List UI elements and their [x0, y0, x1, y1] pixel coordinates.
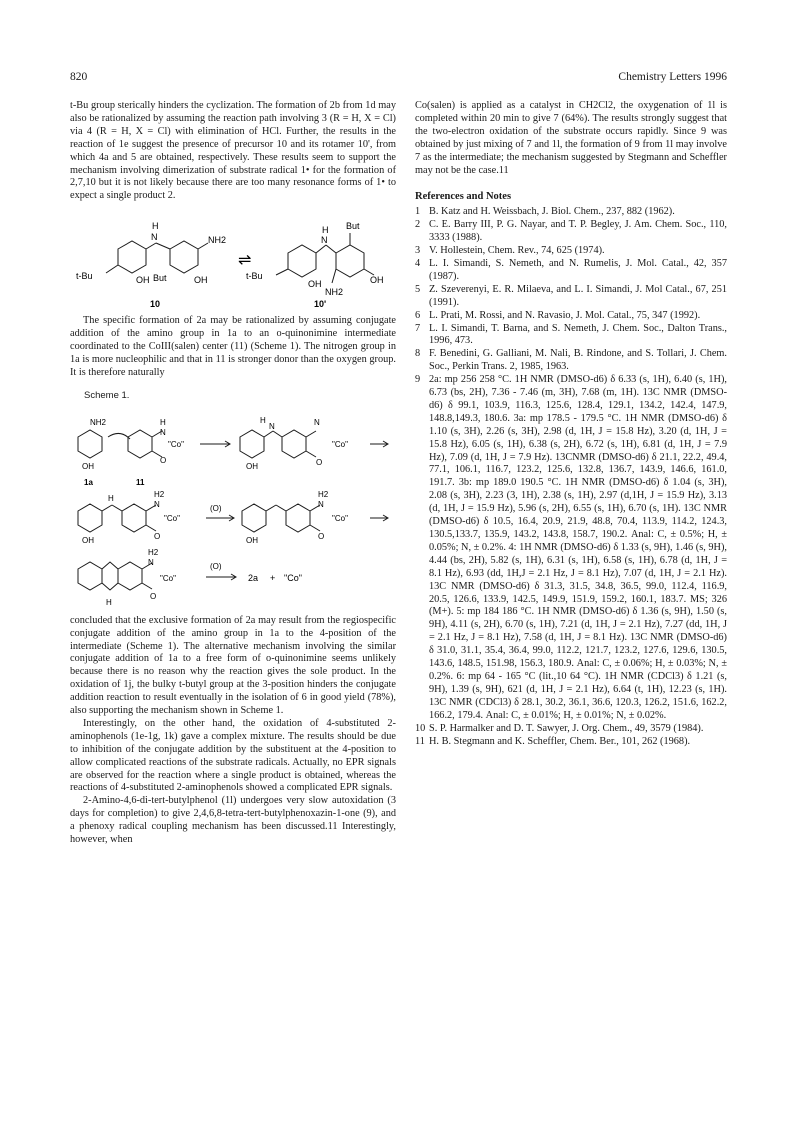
left-paragraph-5: 2-Amino-4,6-di-tert-butylphenol (1l) undergoes very slow autoxidation (3 days for completion) to give 2,4,6,8-tetra-tert-butylphenoxazin-1-one (9), and a phenoxy radical coupling mechanism has been discussed.11 Interestingly, however, when	[70, 795, 396, 846]
reference-number: 2	[415, 219, 421, 231]
scheme-product-2a: 2a	[248, 572, 259, 583]
reference-number: 4	[415, 257, 421, 269]
left-paragraph-3: concluded that the exclusive formation of 2a may result from the regiospecific conjugate addition of the amino group in 1a to the 4-position of the intermediate (Scheme 1). The alternative mechanism involving the similar conjugate addition of 1a to a free form of o-quinonimine seems unlikely because there is no reason why the reaction gives the sole product. In the oxidation of 1j, the bulky t-butyl group at the 3-position hinders the conjugate addition reaction to result eventually in the isolation of 6 in good yield (78%), also supporting the mechanism shown in Scheme 1.	[70, 614, 396, 717]
s10p-h-label: H	[322, 225, 329, 236]
scheme-o-int3: O	[318, 531, 325, 541]
equilibrium-arrow: ⇌	[238, 252, 252, 270]
scheme-1-diagram	[70, 409, 396, 609]
reference-text: H. B. Stegmann and K. Scheffler, Chem. Ber., 101, 262 (1968).	[429, 735, 691, 747]
reference-number: 6	[415, 309, 421, 321]
scheme-oh-1a: OH	[82, 461, 94, 471]
reference-number: 8	[415, 348, 421, 360]
scheme-h-int1: H	[260, 415, 266, 425]
reference-item	[415, 374, 727, 722]
reference-item	[415, 219, 727, 245]
scheme-o-int2: O	[154, 531, 161, 541]
s10p-n-label: N	[321, 235, 328, 246]
reference-text: V. Hollestein, Chem. Rev., 74, 625 (1974).	[429, 245, 605, 257]
scheme-h-int4: H	[106, 597, 112, 607]
reference-text: L. I. Simandi, S. Nemeth, and N. Rumelis, J. Mol. Catal., 42, 357 (1987).	[429, 257, 727, 282]
reference-item	[415, 258, 727, 284]
reference-item	[415, 284, 727, 310]
s10-oh-label-1: OH	[136, 275, 150, 286]
reference-text: 2a: mp 256 258 °C. 1H NMR (DMSO-d6) δ 6.33 (s, 1H), 6.40 (s, 1H), 6.73 (bs, 2H), 7.36 - 7.46 (m, 3H), 7.68 (m, 1H). 13C NMR (DMSO-d6) δ 99.1, 103.9, 116.3, 125.6, 128.4, 129.1, 134.2, 142.4, 147.9, 148.8,149.3, 180.6. 3a: mp 178.5 - 179.5 °C. 1H NMR (DMSO-d6) δ 1.10 (s, 3H), 2.26 (s, 3H), 2.98 (d, 1H, J = 15.8 Hz), 3.20 (d, 1H, J = 15.8 Hz), 6.05 (s, 1H), 6.38 (s, 2H), 6.72 (s, 1H), 6.81 (d, 1H, J = 7.9 Hz), 7.09 (d, 1H, J = 7.9 Hz). 13CNMR (DMSO-d6) δ 21.1, 22.2, 49.4, 77.1, 106.1, 116.7, 123.2, 125.6, 132.8, 136.7, 143.9, 146.6, 161.0, 191.7. 3b: mp 189.0 190.5 °C. 1H NMR (DMSO-d6) δ 1.04 (s, 3H), 2.08 (s, 3H), 2.23 (3, 1H), 2.38 (s, 1H), 2.97 (d,1H, J = 15.9 Hz), 3.13 (d, 1H, J = 15.9 Hz), 5.96 (s, 2H), 6.55 (s, 1H), 6.70 (s, 1H). 13C NMR (DMSO-d6) δ 10.5, 16.4, 20.9, 21.9, 48.8, 70.4, 113.9, 114.2, 124.3, 130.5,133.7, 135.9, 143.2, 143.8, 158.7, 190.2. Anal: C, ± 0.5%; H, ± 0.05%; N, ± 0.2%. 4: 1H NMR (DMSO-d6) δ 1.33 (s, 9H), 1.46 (s, 9H), 4.44 (bs, 2H), 5.82 (s, 1H), 6.31 (s, 1H), 6.58 (s, 1H), 6.78 (d, 1H, J = 8.1 Hz), 6.93 (dd, 1H,J = 2.1 Hz, J = 8.1 Hz), 7.07 (d, 1H, J = 2.1 Hz). 13C NMR (DMSO-d6) δ 31.3, 31.5, 34.8, 36.5, 99.0, 112.4, 116.9, 20.5, 126.6, 133.9, 142.5, 149.9, 151.9, 159.2, 160.1, 183.7. MS; 326 (M+). 5: mp 184 186 °C. 1H NMR (DMSO-d6) δ 1.36 (s, 9H), 1.50 (s, 9H), 4.11 (s, 2H), 6.70 (s, 1H), 7.21 (d, 1H, J = 2.1 Hz), 7.27 (dd, 1H, J = 2.1 Hz, J = 8.1 Hz), 7.58 (d, 1H, J = 8.1 Hz). 13C NMR (DMSO-d6) δ 31.0, 31.1, 35.4, 36.4, 99.0, 112.2, 121.7, 123.2, 127.6, 129.6, 130.5, 143.6, 148.5, 151.98, 156.3, 180.9. Anal: C, ± 0.06%; H, ± 0.03%; N, ± 0.2%. 6: mp 64 - 165 °C (lit.,10 64 °C). 1H NMR (CDCl3) δ 1.21 (s, 9H), 1.39 (s, 9H), 621 (d, 1H, J = 2.1 Hz), 6.64 (t, 1H), 12.23 (s, 1H). 13C NMR (CDCl3) δ 28.1, 30.2, 36.1, 36.6, 120.3, 126.2, 151.6, 162.2, 166.2, 179.4. Anal: C, ± 0.01%; H, ± 0.01%; N, ± 0.02%.	[429, 374, 727, 721]
scheme-co-product: "Co"	[284, 572, 302, 583]
scheme-nh2-1a: NH2	[90, 417, 107, 427]
s10-n-label: N	[151, 232, 158, 243]
left-paragraph-1: t-Bu group sterically hinders the cyclization. The formation of 2b from 1d may also be rationalized by assuming the reaction path involving 3 (R = H, X = Cl) via 4 (R = H, X = Cl) with elimination of HCl. Further, the results in the reaction of 1e suggest the presence of precursor 10 and its rotamer 10', from which 4a and 5 are obtained, respectively. These results seem to support the mechanism involving dimerization of substrate radical 1• for the formation of 2,7,10 but it is not likely because there are too many resonance forms of 1• to expect a single product 2.	[70, 100, 396, 202]
references-heading: References and Notes	[415, 191, 512, 203]
scheme-n-int4: N	[148, 557, 154, 567]
reference-item	[415, 245, 727, 258]
reference-number: 3	[415, 245, 421, 257]
reference-text: S. P. Harmalker and D. T. Sawyer, J. Org. Chem., 49, 3579 (1984).	[429, 722, 704, 734]
scheme-plus: +	[270, 572, 276, 583]
scheme-label: Scheme 1.	[84, 389, 130, 401]
s10-but-label: But	[153, 273, 167, 284]
s10p-oh-label-2: OH	[370, 275, 384, 286]
reference-item	[415, 348, 727, 374]
reference-number: 5	[415, 283, 421, 295]
scheme-oxidation-2: (O)	[210, 561, 222, 571]
reference-item	[415, 310, 727, 323]
right-column	[415, 100, 727, 748]
scheme-h2-int3: H2	[318, 489, 329, 499]
scheme-o-int4: O	[150, 591, 157, 601]
reference-text: L. Prati, M. Rossi, and N. Ravasio, J. Mol. Catal., 75, 347 (1992).	[429, 309, 701, 321]
scheme-label-1a: 1a	[84, 477, 93, 487]
scheme-n2-int1: N	[314, 417, 320, 427]
scheme-oh-int2: OH	[82, 535, 94, 545]
page-number: 820	[70, 71, 88, 83]
journal-running-head: Chemistry Letters 1996	[618, 71, 727, 83]
scheme-n-int2: N	[154, 499, 160, 509]
scheme-n-int1: N	[269, 421, 275, 431]
reference-number: 10	[415, 722, 426, 734]
scheme-h-int2: H	[108, 493, 114, 503]
reference-number: 9	[415, 374, 421, 386]
s10-tbu-label: t-Bu	[76, 271, 93, 282]
scheme-co-11: "Co"	[168, 439, 184, 449]
s10p-but-label: But	[346, 221, 360, 232]
right-paragraph-1: Co(salen) is applied as a catalyst in CH2Cl2, the oxygenation of 1l is completed within 20 min to give 7 (64%). The results strongly suggest that the two-electron oxidation of the substrate occurs rapidly. Since 9 was obtained by just mixing of 7 and 1l, the formation of 9 from 1l may involve 7 as the intermediate; the mechanism suggested by Stegmann and Scheffler may not be the case.11	[415, 100, 727, 176]
scheme-co-int3: "Co"	[332, 513, 348, 523]
reference-text: C. E. Barry III, P. G. Nayar, and T. P. Begley, J. Am. Chem. Soc., 110, 3333 (1988).	[429, 219, 727, 244]
s10-oh-label-2: OH	[194, 275, 208, 286]
s10-h-label: H	[152, 221, 159, 232]
reference-item	[415, 206, 727, 219]
reference-item	[415, 736, 727, 749]
scheme-h-11: H	[160, 417, 166, 427]
reference-number: 11	[415, 735, 425, 747]
scheme-label-11: 11	[136, 477, 145, 487]
scheme-oh-int3: OH	[246, 535, 258, 545]
scheme-o-int1: O	[316, 457, 323, 467]
scheme-co-int4: "Co"	[160, 573, 176, 583]
scheme-co-int2: "Co"	[164, 513, 180, 523]
reference-text: B. Katz and H. Weissbach, J. Biol. Chem., 237, 882 (1962).	[429, 206, 675, 218]
reference-item	[415, 323, 727, 349]
structure-10-rotamer	[70, 209, 396, 309]
references-list	[415, 206, 727, 748]
scheme-n-int3: N	[318, 499, 324, 509]
reference-text: F. Benedini, G. Galliani, M. Nali, B. Rindone, and S. Tollari, J. Chem. Soc., Perkin Trans. 2, 1985, 1963.	[429, 348, 727, 373]
scheme-oxidation-1: (O)	[210, 503, 222, 513]
compound-label-10-prime: 10'	[314, 299, 327, 310]
scheme-co-int1: "Co"	[332, 439, 348, 449]
scheme-o-11: O	[160, 455, 167, 465]
left-paragraph-2: The specific formation of 2a may be rationalized by assuming conjugate addition of the amino group in 1a to an o-quinonimine intermediate coordinated to the CoIII(salen) center (11) (Scheme 1). The nitrogen group in 1a is more nucleophilic and that in 11 is stronger donor than the oxygen group. It is therefore naturally	[70, 315, 396, 378]
reference-number: 7	[415, 322, 421, 334]
reference-item	[415, 723, 727, 736]
reference-text: Z. Szeverenyi, E. R. Milaeva, and L. I. Simandi, J. Mol Catal., 67, 251 (1991).	[429, 283, 727, 308]
left-column	[70, 100, 396, 847]
reference-number: 1	[415, 206, 421, 218]
s10p-nh2-label: NH2	[325, 287, 344, 298]
reference-text: L. I. Simandi, T. Barna, and S. Nemeth, J. Chem. Soc., Dalton Trans., 1996, 473.	[429, 322, 727, 347]
compound-label-10: 10	[150, 299, 161, 310]
scheme-h2-int2: H2	[154, 489, 165, 499]
scheme-oh-int1: OH	[246, 461, 258, 471]
s10p-oh-label-1: OH	[308, 279, 322, 290]
scheme-h2-int4: H2	[148, 547, 159, 557]
scheme-n-11: N	[160, 427, 166, 437]
s10p-tbu-label: t-Bu	[246, 271, 263, 282]
left-paragraph-4: Interestingly, on the other hand, the oxidation of 4-substituted 2-aminophenols (1e-1g, 1k) gave a complex mixture. The results should be due to inhibition of the conjugate addition by the substituent at the 4-position to allow complicated reactions of the substrate radicals. Actually, no EPR signals are observed for the reaction where a single product is obtained, whereas the reactions of 4-substituted 2-aminophenols showed a complicated EPR signals.	[70, 717, 396, 794]
s10-nh2-label: NH2	[208, 235, 227, 246]
